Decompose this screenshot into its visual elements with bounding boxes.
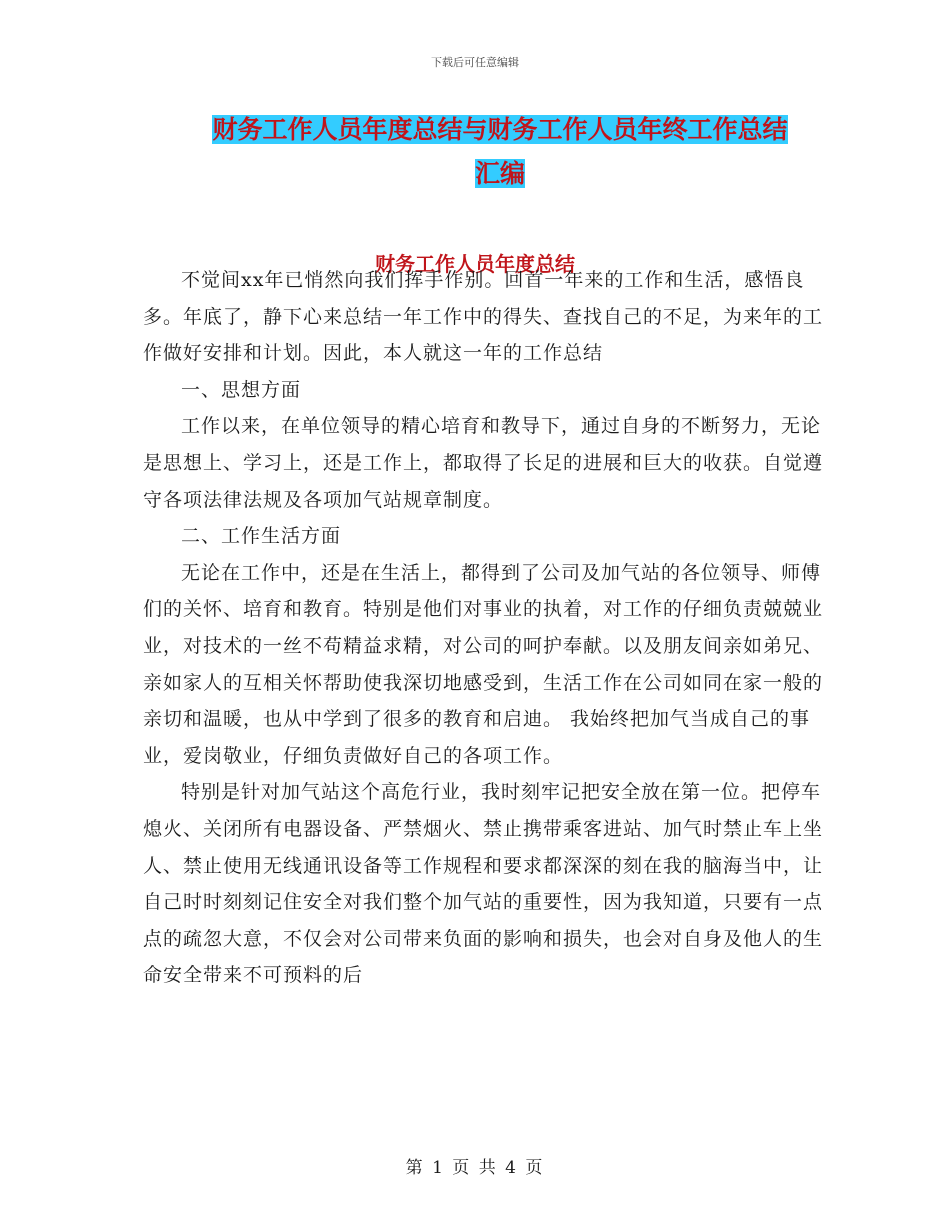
document-title — [150, 108, 850, 196]
document-title-line2: 汇编 — [474, 159, 525, 188]
document-body — [143, 262, 823, 994]
section-title: 财务工作人员年度总结 — [375, 252, 575, 276]
heading-thought: 一、思想方面 — [181, 378, 302, 401]
heading-work-life: 二、工作生活方面 — [181, 525, 342, 548]
document-title-line1: 财务工作人员年度总结与财务工作人员年终工作总结 — [212, 115, 788, 144]
paragraph-intro: 不觉间xx年已悄然向我们挥手作别。回首一年来的工作和生活，感悟良多。年底了，静下心来总结一年工作中的得失、查找自己的不足，为来年的工作做好安排和计划。因此，本人就这一年的工作总结 — [143, 269, 824, 365]
page-header-note: 下载后可任意编辑 — [431, 56, 519, 69]
paragraph-thought: 工作以来，在单位领导的精心培育和教导下，通过自身的不断努力，无论是思想上、学习上，还是工作上，都取得了长足的进展和巨大的收获。自觉遵守各项法律法规及各项加气站规章制度。 — [143, 415, 824, 511]
page-footer: 第 1 页 共 4 页 — [405, 1158, 545, 1178]
paragraph-safety: 特别是针对加气站这个高危行业，我时刻牢记把安全放在第一位。把停车熄火、关闭所有电器设备、严禁烟火、禁止携带乘客进站、加气时禁止车上坐人、禁止使用无线通讯设备等工作规程和要求都深深的刻在我的脑海当中，让自己时时刻刻记住安全对我们整个加气站的重要性，因为我知道，只要有一点点的疏忽大意，不仅会对公司带来负面的影响和损失，也会对自身及他人的生命安全带来不可预料的后 — [143, 781, 824, 987]
paragraph-work-life: 无论在工作中，还是在生活上，都得到了公司及加气站的各位领导、师傅们的关怀、培育和教育。特别是他们对事业的执着，对工作的仔细负责兢兢业业，对技术的一丝不苟精益求精，对公司的呵护奉献。以及朋友间亲如弟兄、亲如家人的互相关怀帮助使我深切地感受到，生活工作在公司如同在家一般的亲切和温暖，也从中学到了很多的教育和启迪。 我始终把加气当成自己的事业，爱岗敬业，仔细负责做好自己的各项工作。 — [143, 561, 824, 767]
